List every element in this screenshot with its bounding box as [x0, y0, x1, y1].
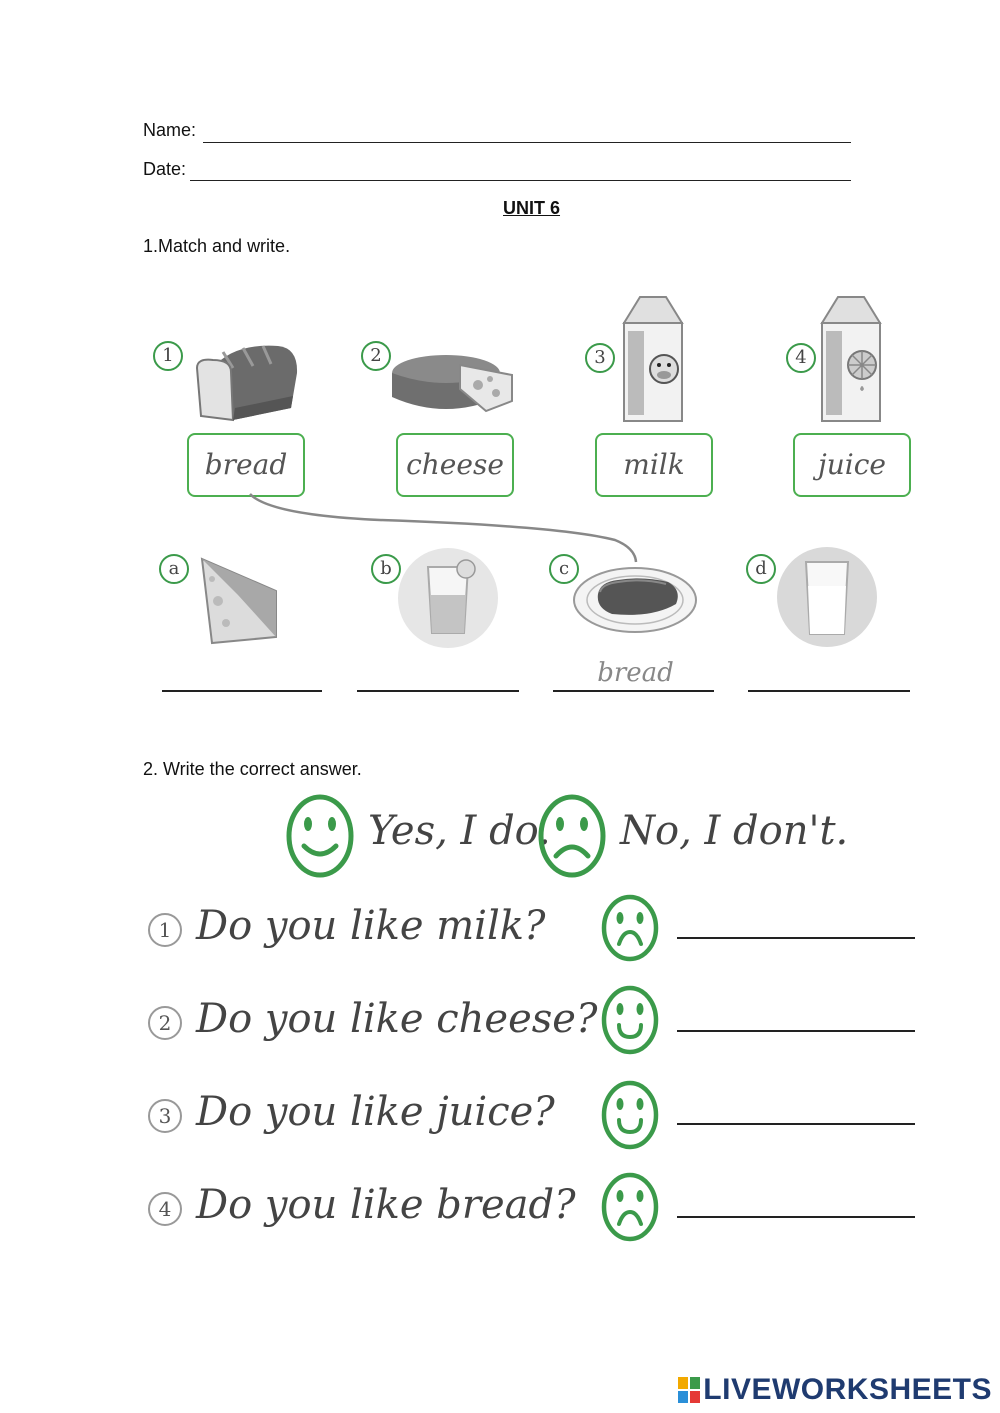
answer-input-q4[interactable] [677, 1182, 919, 1218]
sad-face-icon [601, 1172, 659, 1242]
answer-line-q2 [677, 1030, 915, 1032]
exercise1-instruction: 1.Match and write. [143, 236, 291, 256]
page-title: UNIT 6 [503, 198, 561, 218]
question-number-2: 2 [148, 1006, 182, 1040]
answer-input-c[interactable] [553, 655, 718, 691]
toast-on-plate-icon [572, 560, 698, 636]
word-box-cheese: cheese [396, 433, 514, 497]
sad-face-icon [601, 894, 659, 962]
item-letter-d: d [746, 554, 776, 584]
name-label: Name: [143, 120, 197, 140]
question-number-1: 1 [148, 913, 182, 947]
glass-of-milk-icon [776, 544, 878, 650]
cheese-wedge-icon [198, 555, 280, 647]
item-number-2: 2 [361, 341, 391, 371]
item-number-1: 1 [153, 341, 183, 371]
liveworksheets-logo-icon [678, 1377, 700, 1403]
happy-face-icon [601, 985, 659, 1055]
question-4-text: Do you like bread? [196, 1182, 576, 1228]
question-1-text: Do you like milk? [196, 903, 546, 949]
answer-line-d [748, 690, 910, 692]
key-yes-text: Yes, I do. [368, 808, 551, 854]
answer-line-q4 [677, 1216, 915, 1218]
word-box-bread: bread [187, 433, 305, 497]
item-number-4: 4 [786, 343, 816, 373]
item-letter-a: a [159, 554, 189, 584]
answer-line-q3 [677, 1123, 915, 1125]
liveworksheets-logo-text: LIVEWORKSHEETS [703, 1373, 992, 1406]
answer-input-a[interactable] [162, 655, 326, 691]
answer-input-q1[interactable] [677, 903, 919, 939]
item-letter-c: c [549, 554, 579, 584]
answer-input-q2[interactable] [677, 996, 919, 1032]
word-box-milk: milk [595, 433, 713, 497]
item-number-3: 3 [585, 343, 615, 373]
glass-of-juice-icon [398, 545, 498, 651]
happy-face-key-icon [286, 794, 354, 878]
answer-line-c [553, 690, 714, 692]
answer-input-q3[interactable] [677, 1089, 919, 1125]
question-number-4: 4 [148, 1192, 182, 1226]
happy-face-icon [601, 1080, 659, 1150]
item-letter-b: b [371, 554, 401, 584]
exercise2-instruction: 2. Write the correct answer. [143, 759, 362, 779]
answer-line-b [357, 690, 519, 692]
answer-line-q1 [677, 937, 915, 939]
answer-input-b[interactable] [357, 655, 523, 691]
answer-line-a [162, 690, 322, 692]
answer-input-d[interactable] [748, 655, 914, 691]
question-3-text: Do you like juice? [196, 1089, 555, 1135]
date-label: Date: [143, 159, 187, 179]
question-number-3: 3 [148, 1099, 182, 1133]
word-box-juice: juice [793, 433, 911, 497]
key-no-text: No, I don't. [620, 808, 849, 854]
sad-face-key-icon [538, 794, 606, 878]
question-2-text: Do you like cheese? [196, 996, 598, 1042]
